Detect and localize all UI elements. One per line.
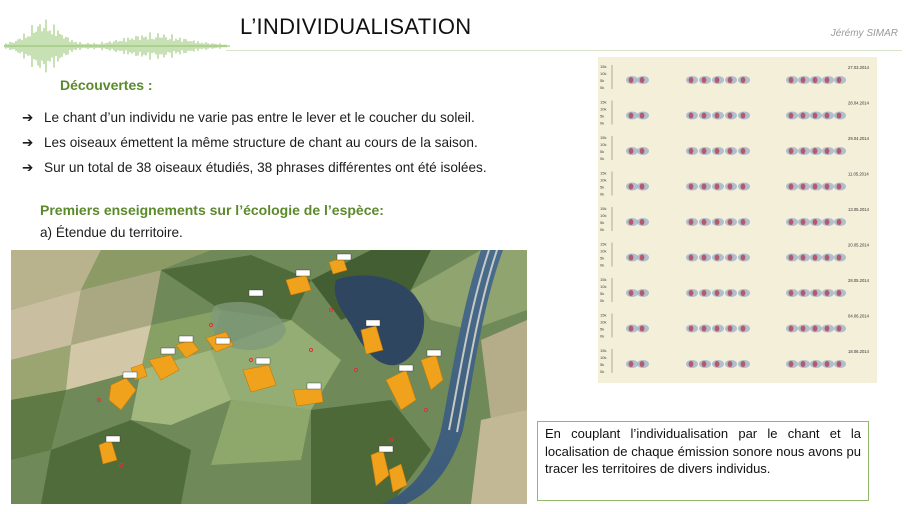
sound-wave-logo <box>4 12 232 74</box>
discovery-bullet <box>22 160 487 176</box>
spectrogram-row <box>600 277 870 303</box>
freq-tick-label: 15k <box>600 170 607 176</box>
arrow-icon: ➔ <box>22 160 34 175</box>
spectrogram-row <box>600 100 870 126</box>
freq-tick-label: 10k <box>600 142 607 147</box>
freq-tick-label: 5k <box>600 255 605 261</box>
freq-tick-label: 5k <box>600 149 605 154</box>
freq-tick-label: 10k <box>600 355 607 360</box>
arrow-icon: ➔ <box>22 135 34 150</box>
freq-tick-label: 15k <box>600 99 607 105</box>
freq-tick-label: 15k <box>600 348 607 353</box>
spectrogram-row <box>600 171 869 197</box>
ecology-heading: Premiers enseignements sur l’écologie de l’espèce: <box>40 202 384 218</box>
freq-tick-label: 0k <box>600 85 605 90</box>
freq-tick-label: 0k <box>600 191 605 197</box>
freq-tick-label: 0k <box>600 369 605 374</box>
conclusion-callout: En couplant l’individualisation par le chant et la localisation de chaque émission sonore nous avons pu tracer les territoires de divers individus. <box>537 421 869 501</box>
freq-tick-label: 10k <box>600 248 607 254</box>
freq-tick-label: 5k <box>600 326 605 332</box>
discovery-text: Les oiseaux émettent la même structure de chant au cours de la saison. <box>44 135 478 150</box>
discovery-bullet <box>22 135 478 151</box>
recording-date-label: 28.05.2014 <box>848 278 869 283</box>
freq-tick-label: 0k <box>600 156 605 161</box>
freq-tick-label: 15k <box>600 135 607 140</box>
spectrogram-row <box>600 206 870 232</box>
freq-tick-label: 0k <box>600 298 605 303</box>
territory-subheading: a) Étendue du territoire. <box>40 225 183 240</box>
recording-date-label: 13.05.2014 <box>848 207 869 212</box>
freq-tick-label: 10k <box>600 213 607 218</box>
discovery-text: Le chant d’un individu ne varie pas entre le lever et le coucher du soleil. <box>44 110 475 125</box>
freq-tick-label: 5k <box>600 113 605 119</box>
freq-tick-label: 10k <box>600 319 607 325</box>
spectrogram-row <box>600 64 870 90</box>
author-name: Jérémy SIMAR <box>830 28 898 39</box>
recording-date-label: 28.04.2014 <box>848 100 869 106</box>
freq-tick-label: 5k <box>600 362 605 367</box>
freq-tick-label: 15k <box>600 64 607 69</box>
discoveries-heading: Découvertes : <box>60 77 153 93</box>
freq-tick-label: 10k <box>600 284 607 289</box>
freq-tick-label: 5k <box>600 291 605 296</box>
recording-date-label: 29.04.2014 <box>848 136 869 141</box>
spectrogram-panel <box>598 57 877 383</box>
aerial-territory-map <box>11 250 527 504</box>
freq-tick-label: 15k <box>600 312 607 318</box>
discovery-bullet <box>22 110 475 126</box>
recording-date-label: 04.06.2014 <box>848 313 869 319</box>
freq-tick-label: 10k <box>600 177 607 183</box>
freq-tick-label: 0k <box>600 262 605 268</box>
recording-date-label: 20.05.2014 <box>848 242 869 248</box>
freq-tick-label: 15k <box>600 206 607 211</box>
arrow-icon: ➔ <box>22 110 34 125</box>
recording-date-label: 18.06.2014 <box>848 349 869 354</box>
spectrogram-row <box>600 348 870 374</box>
freq-tick-label: 15k <box>600 241 607 247</box>
spectrogram-row <box>600 242 870 268</box>
freq-tick-label: 5k <box>600 220 605 225</box>
title-divider <box>226 50 902 51</box>
freq-tick-label: 0k <box>600 227 605 232</box>
freq-tick-label: 15k <box>600 277 607 282</box>
freq-tick-label: 0k <box>600 333 605 339</box>
recording-date-label: 11.05.2014 <box>848 171 869 177</box>
spectrogram-row <box>600 135 870 161</box>
discovery-text: Sur un total de 38 oiseaux étudiés, 38 phrases différentes ont été isolées. <box>44 160 487 175</box>
freq-tick-label: 5k <box>600 78 605 83</box>
freq-tick-label: 10k <box>600 106 607 112</box>
page-title: L’INDIVIDUALISATION <box>240 14 472 39</box>
recording-date-label: 27.03.2014 <box>848 65 869 70</box>
freq-tick-label: 5k <box>600 184 605 190</box>
freq-tick-label: 10k <box>600 71 607 76</box>
freq-tick-label: 0k <box>600 120 605 126</box>
spectrogram-row <box>600 313 870 339</box>
